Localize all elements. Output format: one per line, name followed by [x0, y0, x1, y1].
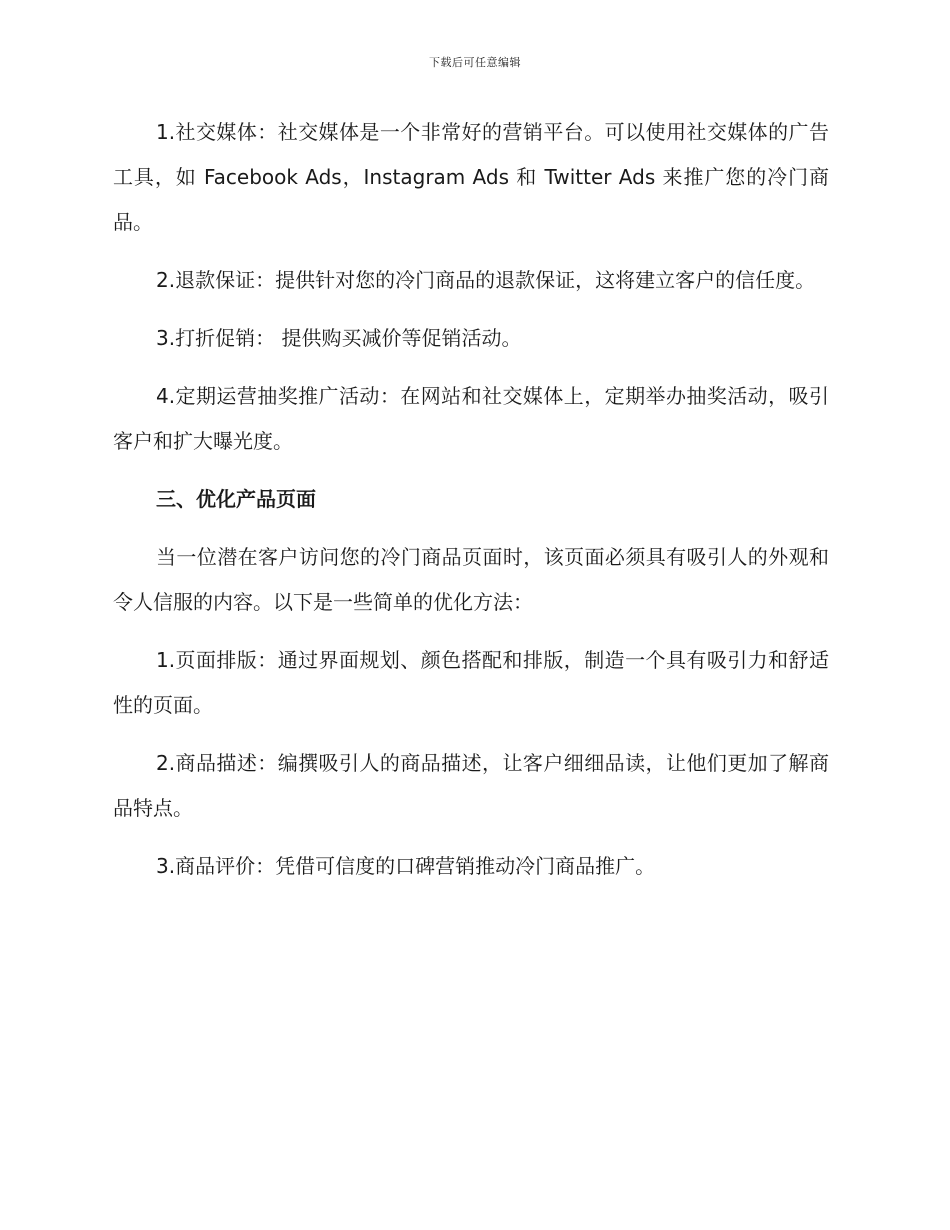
paragraph-page-layout: 1.页面排版：通过界面规划、颜色搭配和排版，制造一个具有吸引力和舒适性的页面。	[113, 648, 829, 717]
section-heading-optimize-product-page: 三、优化产品页面	[156, 487, 316, 511]
paragraph-refund-guarantee: 2.退款保证：提供针对您的冷门商品的退款保证，这将建立客户的信任度。	[156, 268, 816, 292]
paragraph-lottery-campaign: 4.定期运营抽奖推广活动：在网站和社交媒体上，定期举办抽奖活动，吸引客户和扩大曝光度。	[113, 384, 829, 453]
paragraph-product-reviews: 3.商品评价：凭借可信度的口碑营销推动冷门商品推广。	[156, 854, 656, 878]
paragraph-product-page-intro: 当一位潜在客户访问您的冷门商品页面时，该页面必须具有吸引人的外观和令人信服的内容。以下是一些简单的优化方法：	[113, 545, 829, 614]
paragraph-social-media: 1.社交媒体：社交媒体是一个非常好的营销平台。可以使用社交媒体的广告工具，如 Facebook Ads，Instagram Ads 和 Twitter Ads 来推广您的冷门商品。	[113, 120, 829, 234]
paragraph-product-description: 2.商品描述：编撰吸引人的商品描述，让客户细细品读，让他们更加了解商品特点。	[113, 751, 829, 820]
document-body	[113, 110, 829, 902]
paragraph-discount-promotion: 3.打折促销： 提供购买减价等促销活动。	[156, 326, 522, 350]
page-header-note: 下载后可任意编辑	[429, 56, 521, 69]
